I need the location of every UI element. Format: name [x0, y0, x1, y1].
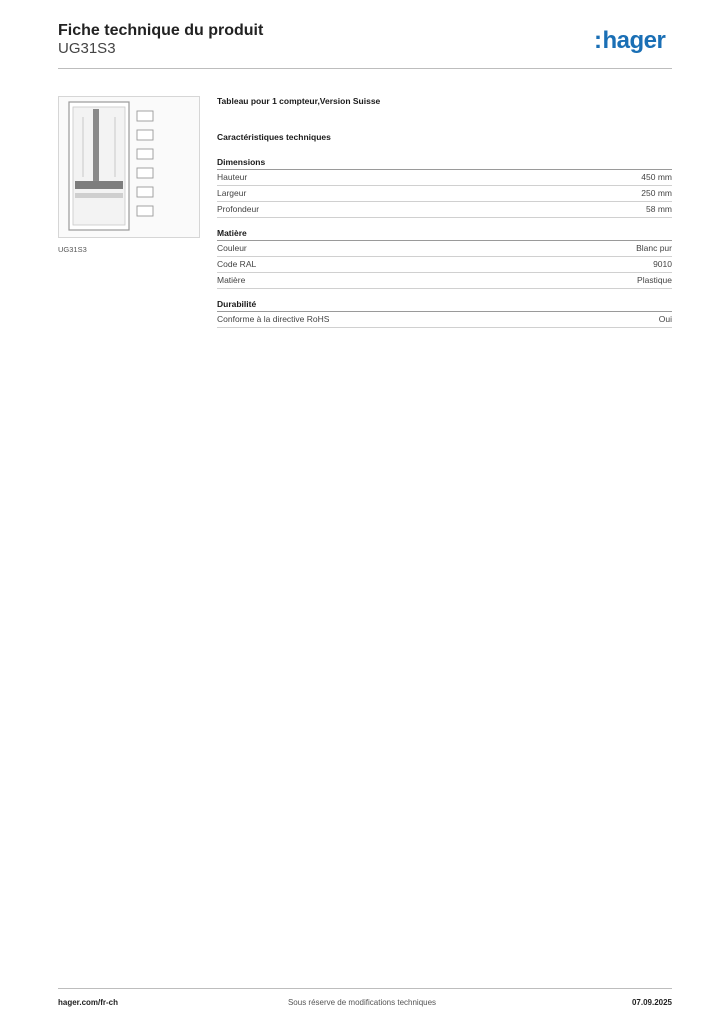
image-caption: UG31S3	[58, 245, 87, 254]
spec-row	[217, 312, 672, 328]
section-heading: Caractéristiques techniques	[217, 132, 331, 142]
spec-value: 450 mm	[641, 172, 672, 182]
distribution-board-icon	[59, 97, 199, 237]
spec-label: Hauteur	[217, 172, 248, 182]
spec-value: 250 mm	[641, 188, 672, 198]
footer-website-link[interactable]: hager.com/fr-ch	[58, 998, 119, 1007]
spec-value: Blanc pur	[636, 243, 672, 253]
footer-divider	[58, 988, 672, 989]
spec-label: Profondeur	[217, 204, 260, 214]
group-title: Durabilité	[217, 299, 672, 312]
product-description: Tableau pour 1 compteur,Version Suisse	[217, 96, 381, 106]
spec-value: Plastique	[637, 275, 672, 285]
spec-row	[217, 273, 672, 289]
spec-value: Oui	[658, 314, 672, 324]
page-title: Fiche technique du produit	[58, 22, 264, 39]
product-image	[58, 96, 200, 238]
spec-label: Largeur	[217, 188, 247, 198]
footer-date: 07.09.2025	[631, 998, 672, 1007]
spec-label: Code RAL	[217, 259, 257, 269]
spec-row	[217, 170, 672, 186]
spec-label: Couleur	[217, 243, 247, 253]
spec-row	[217, 186, 672, 202]
spec-content	[217, 96, 672, 338]
product-code: UG31S3	[58, 40, 116, 57]
spec-group-durability	[217, 299, 672, 328]
spec-group-dimensions	[217, 157, 672, 218]
group-title: Dimensions	[217, 157, 672, 170]
spec-label: Matière	[217, 275, 246, 285]
spec-row	[217, 257, 672, 273]
footer-disclaimer: Sous réserve de modifications techniques	[287, 998, 437, 1007]
header-divider	[58, 68, 672, 69]
logo-text: hager	[602, 27, 666, 54]
spec-value: 9010	[653, 259, 672, 269]
spec-label: Conforme à la directive RoHS	[217, 314, 330, 324]
spec-group-material	[217, 228, 672, 289]
spec-row	[217, 202, 672, 218]
spec-value: 58 mm	[646, 204, 672, 214]
spec-row	[217, 241, 672, 257]
hager-logo	[594, 27, 665, 55]
logo-colon-icon: :	[594, 27, 602, 54]
group-title: Matière	[217, 228, 672, 241]
